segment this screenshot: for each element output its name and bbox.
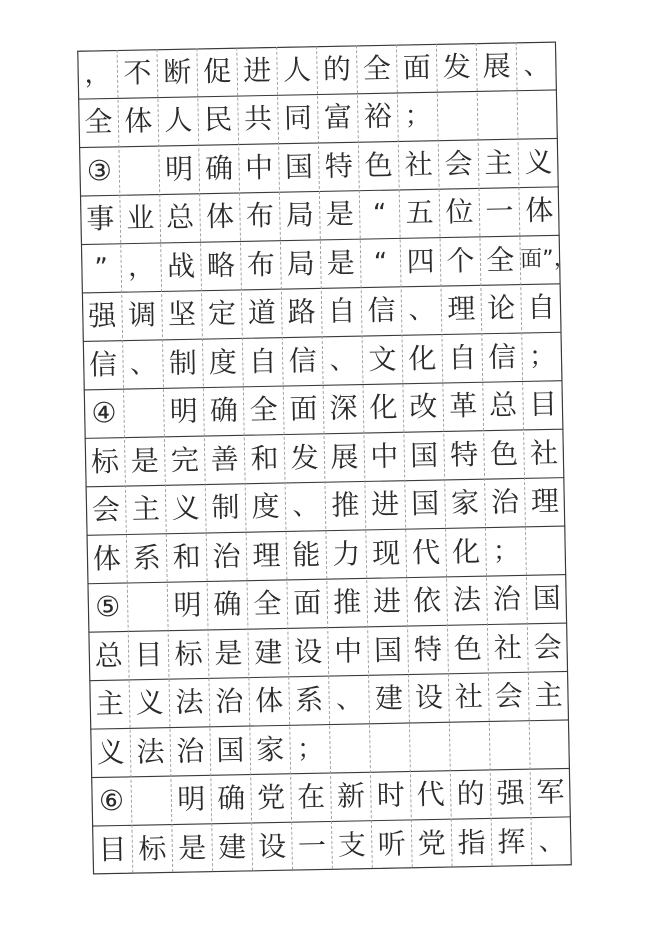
character-cell: 人 [163, 103, 193, 138]
character-cell: 度 [208, 345, 238, 380]
character-cell: 信 [367, 293, 396, 328]
character-cell: 国 [532, 581, 562, 616]
character-cell: 信 [288, 343, 317, 378]
character-cell [437, 91, 478, 140]
character-cell: 主 [534, 678, 563, 713]
character-cell: 、 [523, 50, 550, 82]
character-cell: 会 [533, 630, 563, 664]
character-cell: 面 [402, 50, 432, 85]
character-cell: 特 [324, 149, 354, 183]
character-cell: ” [94, 252, 109, 284]
character-cell: 完 [170, 443, 200, 477]
character-cell: ； [404, 101, 432, 132]
character-cell: 色 [453, 631, 483, 666]
character-cell: ， [84, 59, 111, 90]
character-cell: 全 [249, 393, 278, 427]
character-cell: 目 [528, 387, 558, 422]
character-cell: 进 [370, 487, 400, 522]
character-cell: 会 [494, 679, 524, 713]
character-cell [489, 721, 530, 770]
character-cell [477, 91, 518, 140]
character-cell: 面 [292, 586, 322, 620]
writing-grid [77, 41, 576, 874]
character-cell: 深 [329, 391, 358, 426]
character-cell: 色 [364, 148, 394, 183]
character-cell: 法 [175, 685, 204, 720]
character-cell: 主 [484, 146, 513, 180]
character-cell: 定 [207, 297, 237, 331]
character-cell: 社 [493, 630, 523, 665]
character-cell: 党 [417, 826, 447, 860]
character-cell: 是 [325, 197, 355, 232]
character-cell: 代 [416, 777, 446, 812]
character-cell: 家 [450, 486, 480, 520]
character-cell: 目 [98, 832, 127, 866]
character-cell: 布 [245, 199, 275, 233]
character-cell: 军 [536, 775, 565, 810]
character-cell: 明 [164, 152, 194, 186]
character-cell: 系 [294, 683, 324, 717]
character-cell: 时 [376, 778, 406, 813]
character-cell: 标 [174, 637, 203, 671]
character-cell: 业 [125, 201, 155, 236]
character-cell: 裕 [363, 100, 393, 134]
character-cell: 体 [124, 104, 153, 139]
character-cell: 断 [163, 55, 192, 90]
character-cell: 法 [136, 734, 165, 769]
character-cell: “ [373, 247, 388, 278]
character-cell: 改 [408, 390, 438, 424]
character-cell: 推 [331, 488, 360, 523]
character-cell [131, 776, 172, 825]
character-cell: 的 [322, 52, 352, 86]
character-cell: 五 [405, 196, 434, 230]
character-cell: 化 [369, 390, 398, 425]
character-cell: 国 [373, 633, 403, 667]
character-cell: 自 [327, 294, 356, 329]
character-cell: 总 [488, 388, 518, 423]
character-cell: 主 [95, 687, 124, 721]
character-cell: 共 [243, 102, 273, 136]
character-cell: 国 [410, 487, 440, 521]
character-cell: 体 [205, 200, 235, 234]
character-cell [409, 722, 450, 771]
character-cell [119, 146, 160, 195]
character-cell: 事 [85, 202, 115, 236]
character-cell: 明 [169, 394, 199, 429]
character-cell [124, 388, 165, 437]
character-cell: 调 [127, 298, 157, 333]
character-cell: 总 [94, 638, 124, 673]
character-cell: 面 [289, 392, 318, 426]
character-cell: 理 [447, 292, 476, 326]
character-cell: 确 [213, 587, 242, 622]
character-cell [370, 723, 411, 772]
character-cell: 展 [330, 440, 359, 474]
character-cell: 个 [446, 243, 475, 278]
character-cell: 制 [211, 490, 240, 525]
character-cell: 会 [91, 493, 121, 527]
character-cell: 建 [217, 830, 247, 864]
character-cell: 、 [538, 825, 565, 857]
character-cell: 路 [287, 295, 317, 330]
character-cell: 理 [530, 484, 560, 519]
character-cell: 一 [485, 194, 514, 229]
character-cell [330, 724, 371, 773]
character-cell: 进 [242, 53, 272, 88]
character-cell: 是 [130, 443, 160, 478]
character-cell: 和 [172, 540, 201, 574]
character-cell: 革 [448, 389, 478, 423]
character-cell: 支 [337, 827, 367, 862]
character-cell: 和 [250, 441, 279, 476]
character-cell: 国 [284, 150, 314, 184]
character-cell: 法 [452, 583, 482, 617]
character-cell: 治 [492, 582, 522, 616]
character-cell: 同 [283, 101, 313, 136]
character-cell: 治 [176, 733, 205, 768]
character-cell: 全 [84, 105, 113, 140]
character-cell: 明 [176, 782, 206, 816]
character-cell: 强 [496, 776, 525, 810]
character-cell: 总 [165, 200, 195, 235]
character-cell: 能 [292, 537, 321, 572]
character-cell: 会 [444, 147, 473, 181]
character-cell: 党 [256, 780, 286, 815]
character-cell: 战 [166, 249, 196, 283]
character-cell: 依 [412, 583, 442, 618]
character-cell: 力 [331, 537, 361, 571]
character-cell: 家 [255, 732, 285, 766]
character-cell: 现 [371, 536, 401, 570]
character-cell: 化 [451, 534, 481, 569]
character-cell: 、 [292, 491, 319, 522]
character-cell: 自 [248, 344, 278, 379]
character-cell: 义 [524, 145, 553, 180]
character-cell: ③ [86, 153, 113, 188]
character-cell: 系 [132, 540, 162, 575]
character-cell: ⑤ [94, 590, 121, 624]
character-cell: “ [372, 199, 387, 230]
character-cell: 制 [168, 346, 198, 380]
character-cell: 、 [408, 295, 435, 326]
character-cell: 建 [374, 681, 404, 716]
character-cell: ； [296, 733, 324, 765]
character-cell: 是 [177, 830, 207, 865]
character-cell: 进 [372, 584, 402, 619]
character-cell: ， [127, 252, 155, 283]
character-cell: 善 [210, 442, 240, 476]
character-cell: 建 [253, 635, 283, 670]
character-cell: 、 [129, 349, 157, 380]
character-cell: 是 [214, 636, 243, 670]
character-cell: 义 [96, 735, 125, 770]
character-cell: 义 [135, 686, 164, 720]
character-cell [127, 582, 168, 631]
character-cell: 义 [171, 491, 201, 526]
handwritten-text [77, 41, 576, 866]
character-cell: 全 [362, 51, 392, 86]
character-cell: ④ [91, 396, 117, 430]
character-cell: 布 [246, 247, 276, 282]
character-cell: 的 [456, 777, 485, 811]
character-cell [449, 721, 490, 770]
character-cell: 确 [209, 393, 239, 428]
character-cell: 发 [442, 50, 472, 84]
character-cell: 位 [445, 195, 474, 230]
character-cell: 在 [296, 780, 326, 814]
character-cell: 文 [368, 342, 397, 376]
character-cell: 社 [454, 680, 484, 714]
character-cell: 是 [326, 246, 356, 280]
character-cell: ⑥ [98, 783, 125, 818]
character-cell: 特 [413, 632, 443, 666]
character-cell: 中 [244, 150, 274, 185]
character-cell: 中 [333, 633, 363, 668]
character-cell: 论 [486, 291, 516, 326]
character-cell: 一 [297, 828, 327, 863]
character-cell: 治 [215, 684, 244, 719]
character-cell: 体 [254, 683, 284, 718]
character-cell: 挥 [497, 824, 526, 859]
character-cell: 色 [489, 437, 519, 471]
character-cell: 听 [377, 827, 407, 861]
character-cell: 略 [206, 248, 236, 283]
character-cell: 社 [529, 436, 559, 470]
character-cell: 强 [87, 299, 117, 333]
character-cell: 推 [332, 585, 362, 620]
character-cell: 国 [215, 733, 245, 767]
character-cell: 、 [329, 345, 356, 376]
character-cell: 展 [482, 49, 511, 83]
text-row [92, 817, 572, 875]
character-cell: 治 [490, 485, 520, 520]
character-cell: ； [528, 341, 556, 372]
character-cell [517, 90, 558, 139]
character-cell: 信 [88, 347, 118, 382]
character-cell: 促 [202, 54, 232, 89]
character-cell: 确 [216, 781, 246, 816]
character-cell: 、 [335, 684, 363, 715]
character-cell: 主 [131, 492, 161, 526]
character-cell: 全 [253, 587, 282, 621]
character-cell: 指 [457, 825, 486, 860]
character-cell: 设 [414, 680, 444, 715]
character-cell: 不 [123, 56, 152, 90]
character-cell: 自 [526, 290, 556, 325]
character-cell: 设 [257, 829, 287, 863]
character-cell: 民 [203, 103, 233, 137]
character-cell: 富 [323, 100, 353, 135]
character-cell: 确 [204, 151, 234, 186]
character-cell: 度 [251, 490, 280, 524]
character-cell: 设 [293, 634, 323, 669]
character-cell: 局 [286, 247, 316, 281]
character-cell: 自 [447, 340, 477, 375]
character-cell: 道 [247, 296, 277, 330]
character-cell: 面”， [520, 246, 576, 273]
character-cell: 标 [90, 444, 120, 479]
character-cell: 全 [486, 243, 515, 277]
character-cell: 社 [404, 147, 433, 182]
character-cell: 坚 [167, 297, 197, 332]
character-cell: 明 [173, 588, 202, 623]
character-cell: 信 [487, 340, 517, 374]
character-cell: 四 [406, 244, 435, 279]
character-cell: 目 [134, 637, 163, 672]
character-cell: 局 [285, 198, 315, 233]
character-cell: 化 [408, 341, 437, 376]
character-cell: ； [492, 535, 520, 567]
character-cell: 理 [252, 538, 281, 573]
character-cell: 标 [137, 831, 167, 866]
character-cell: 发 [290, 440, 319, 475]
character-cell: 特 [449, 437, 479, 472]
character-cell [525, 526, 566, 575]
character-cell: 人 [282, 53, 312, 87]
character-cell: 体 [92, 541, 122, 576]
character-cell: 治 [212, 539, 241, 573]
character-cell: 新 [336, 779, 366, 813]
character-cell: 代 [411, 535, 441, 570]
character-cell: 国 [409, 438, 439, 473]
character-cell: 体 [524, 193, 554, 228]
character-cell: 中 [370, 439, 399, 473]
character-cell [529, 720, 570, 769]
